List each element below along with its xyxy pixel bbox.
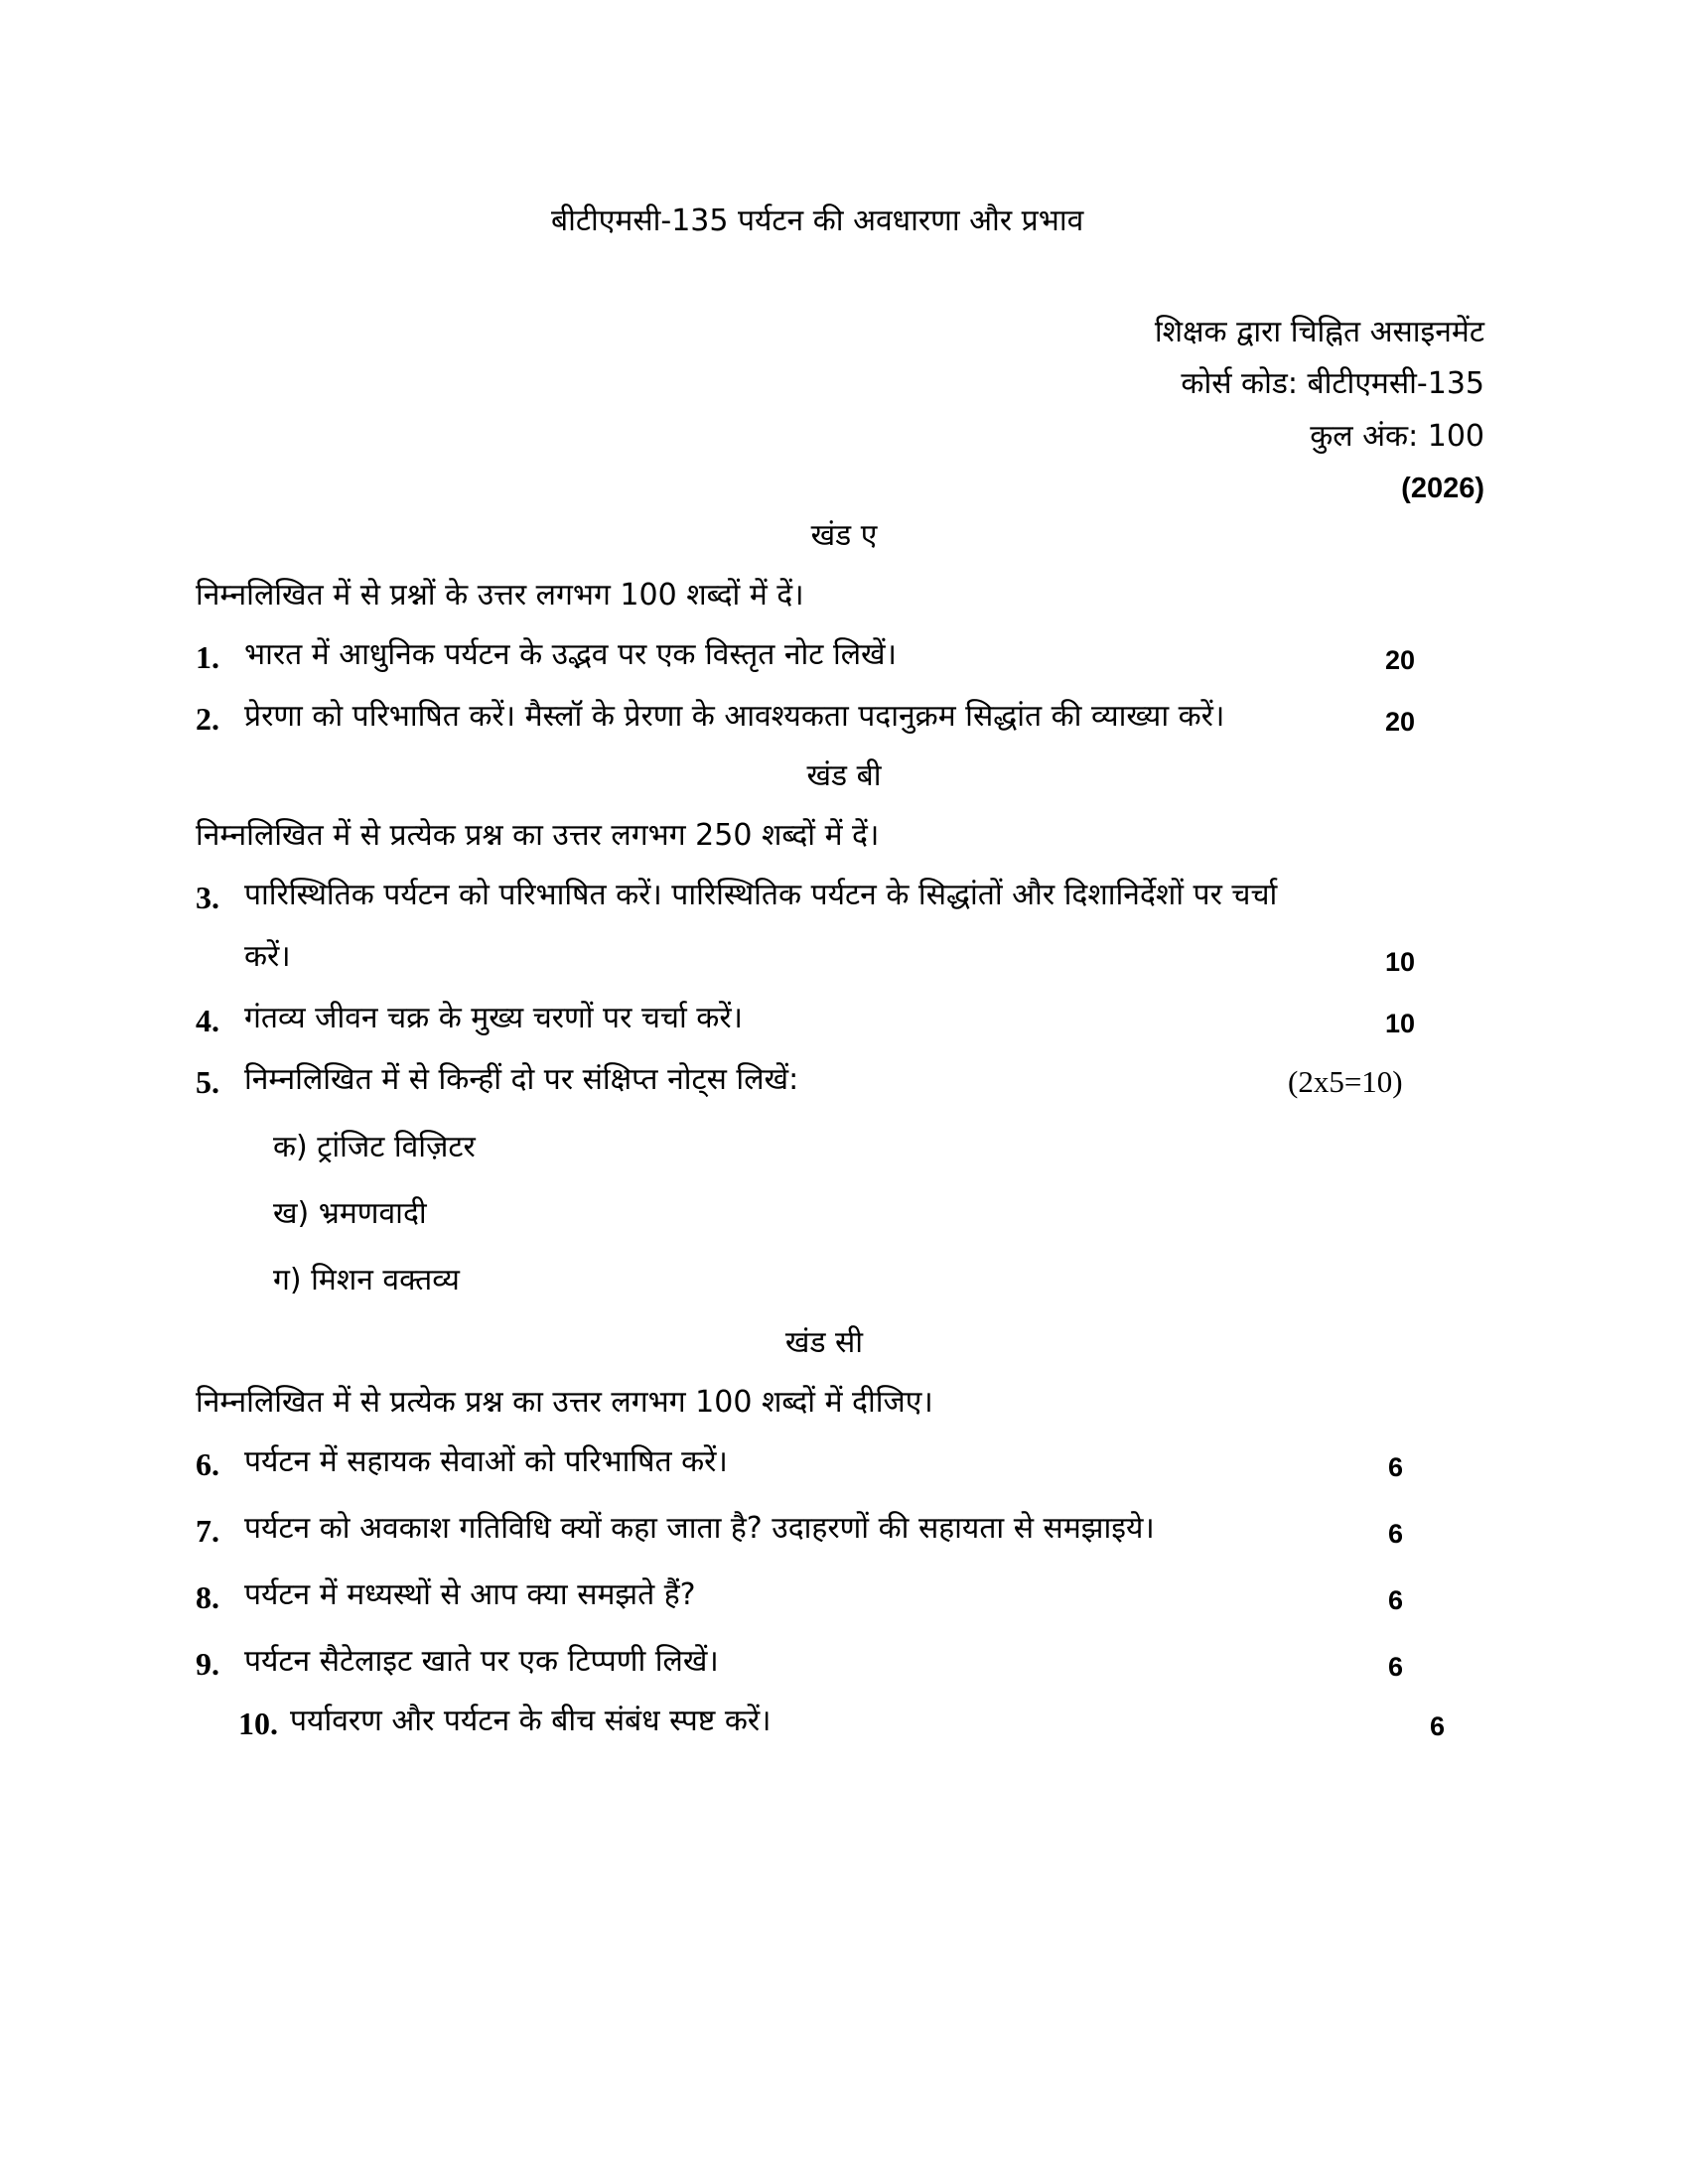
q1-text: भारत में आधुनिक पर्यटन के उद्भव पर एक विस्तृत नोट लिखें। xyxy=(244,637,897,672)
q7-marks: 6 xyxy=(1388,1519,1404,1549)
q4-marks: 10 xyxy=(1385,1009,1416,1038)
section-b-instruction: निम्नलिखित में से प्रत्येक प्रश्न का उत्तर लगभग 250 शब्दों में दें। xyxy=(196,818,880,853)
q8-number: 8. xyxy=(196,1579,219,1615)
q10-marks: 6 xyxy=(1430,1711,1446,1741)
q4-text: गंतव्य जीवन चक्र के मुख्य चरणों पर चर्चा करें। xyxy=(244,1001,743,1035)
q2-number: 2. xyxy=(196,701,219,737)
q5-text: निम्नलिखित में से किन्हीं दो पर संक्षिप्त नोट्स लिखें: xyxy=(244,1062,799,1097)
q10-number: 10. xyxy=(238,1706,278,1741)
q6-marks: 6 xyxy=(1388,1452,1404,1482)
section-c-instruction: निम्नलिखित में से प्रत्येक प्रश्न का उत्तर लगभग 100 शब्दों में दीजिए। xyxy=(196,1385,933,1420)
q8-text: पर्यटन में मध्यस्थों से आप क्या समझते हैं? xyxy=(244,1577,696,1612)
section-b-heading: खंड बी xyxy=(806,758,882,793)
course-code: कोर्स कोड: बीटीएमसी-135 xyxy=(1181,366,1484,401)
q4-number: 4. xyxy=(196,1003,219,1038)
q3-marks: 10 xyxy=(1385,947,1416,977)
q2-marks: 20 xyxy=(1385,707,1416,737)
year: (2026) xyxy=(1401,473,1484,504)
q3-text-line1: पारिस्थितिक पर्यटन को परिभाषित करें। पारिस्थितिक पर्यटन के सिद्धांतों और दिशानिर्देशों पर चर्चा xyxy=(244,878,1278,912)
q5-sub-item-b: ख) भ्रमणवादी xyxy=(273,1196,427,1231)
q7-number: 7. xyxy=(196,1513,219,1549)
q9-text: पर्यटन सैटेलाइट खाते पर एक टिप्पणी लिखें। xyxy=(244,1644,719,1679)
q1-number: 1. xyxy=(196,639,219,675)
q5-number: 5. xyxy=(196,1064,219,1100)
q8-marks: 6 xyxy=(1388,1585,1404,1615)
assignment-type: शिक्षक द्वारा चिह्नित असाइनमेंट xyxy=(1154,315,1484,349)
q9-number: 9. xyxy=(196,1646,219,1682)
q3-number: 3. xyxy=(196,880,219,915)
section-a-instruction: निम्नलिखित में से प्रश्नों के उत्तर लगभग 100 शब्दों में दें। xyxy=(196,578,804,613)
section-a-heading: खंड ए xyxy=(810,518,878,553)
q5-marks: (2x5=10) xyxy=(1288,1064,1403,1099)
q7-text: पर्यटन को अवकाश गतिविधि क्यों कहा जाता है? उदाहरणों की सहायता से समझाइये। xyxy=(244,1511,1155,1546)
page-title: बीटीएमसी-135 पर्यटन की अवधारणा और प्रभाव xyxy=(551,204,1084,238)
total-marks: कुल अंक: 100 xyxy=(1310,419,1484,454)
q1-marks: 20 xyxy=(1385,645,1416,675)
q6-number: 6. xyxy=(196,1446,219,1482)
q10-text: पर्यावरण और पर्यटन के बीच संबंध स्पष्ट करें। xyxy=(290,1704,772,1738)
q5-sub-item-a: क) ट्रांजिट विज़िटर xyxy=(273,1130,476,1164)
q6-text: पर्यटन में सहायक सेवाओं को परिभाषित करें। xyxy=(244,1444,728,1479)
q5-sub-item-c: ग) मिशन वक्तव्य xyxy=(273,1263,460,1297)
q2-text: प्रेरणा को परिभाषित करें। मैस्लॉ के प्रेरणा के आवश्यकता पदानुक्रम सिद्धांत की व्याख्या करें। xyxy=(244,699,1225,734)
q9-marks: 6 xyxy=(1388,1652,1404,1682)
section-c-heading: खंड सी xyxy=(784,1325,864,1360)
q3-text-line2: करें। xyxy=(244,939,291,974)
